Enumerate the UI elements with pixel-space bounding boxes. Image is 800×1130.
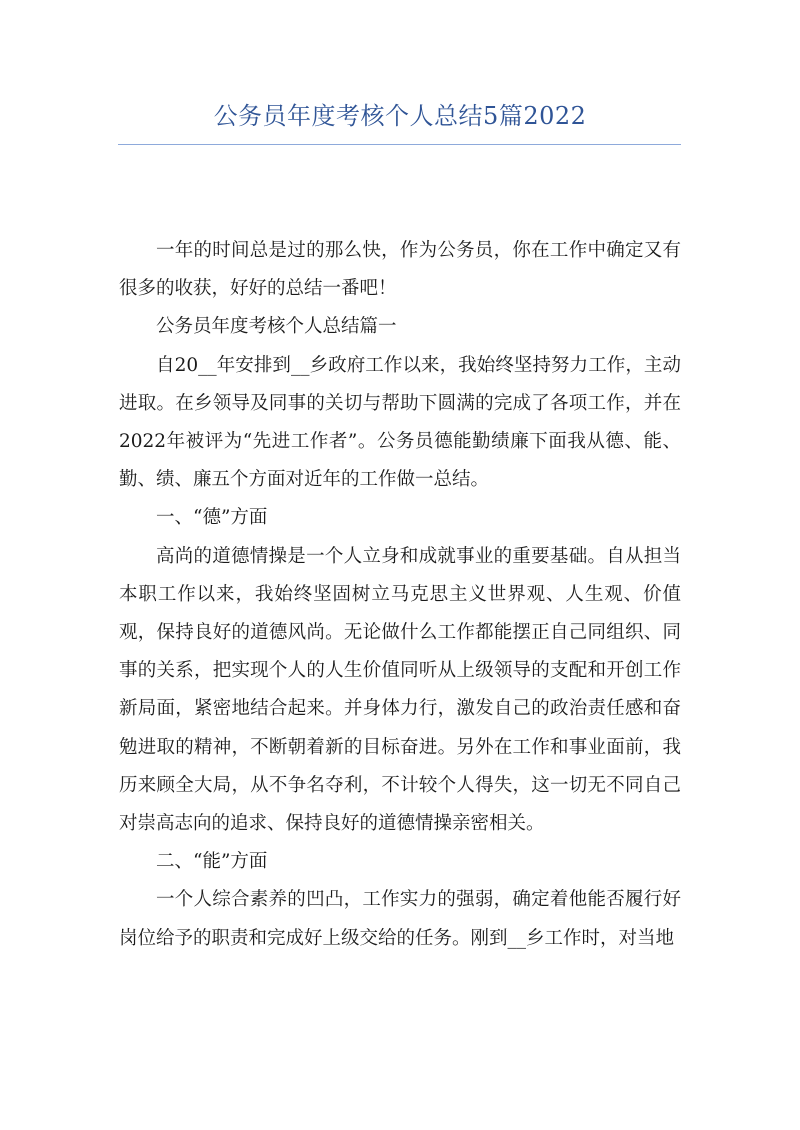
- overview-paragraph: 自20__年安排到__乡政府工作以来，我始终坚持努力工作，主动进取。在乡领导及同事的关切与帮助下圆满的完成了各项工作，并在2022年被评为“先进工作者”。公务员德能勤绩廉下面我从德、能、勤、绩、廉五个方面对近年的工作做一总结。: [119, 354, 681, 491]
- ability-paragraph: 一个人综合素养的凹凸，工作实力的强弱，确定着他能否履行好岗位给予的职责和完成好上级交给的任务。刚到__乡工作时，对当地: [119, 889, 681, 949]
- virtue-paragraph: 高尚的道德情操是一个人立身和成就事业的重要基础。自从担当本职工作以来，我始终坚固树立马克思主义世界观、人生观、价值观，保持良好的道德风尚。无论做什么工作都能摆正自己同组织、同事的关系，把实现个人的人生价值同听从上级领导的支配和开创工作新局面，紧密地结合起来。并身体力行，激发自己的政治责任感和奋勉进取的精神，不断朝着新的目标奋进。另外在工作和事业面前，我历来顾全大局，从不争名夺利，不计较个人得失，这一切无不同自己对崇高志向的追求、保持良好的道德情操亲密相关。: [119, 545, 681, 835]
- intro-paragraph: 一年的时间总是过的那么快，作为公务员，你在工作中确定又有很多的收获，好好的总结一番吧！: [119, 240, 681, 300]
- document-title: 公务员年度考核个人总结5篇2022: [213, 102, 587, 130]
- document-body: [119, 232, 681, 958]
- section-heading-part-one: 公务员年度考核个人总结篇一: [156, 316, 397, 338]
- title-underline: [118, 144, 681, 145]
- subheading-virtue: 一、“德”方面: [156, 507, 268, 529]
- subheading-ability: 二、“能”方面: [156, 851, 268, 873]
